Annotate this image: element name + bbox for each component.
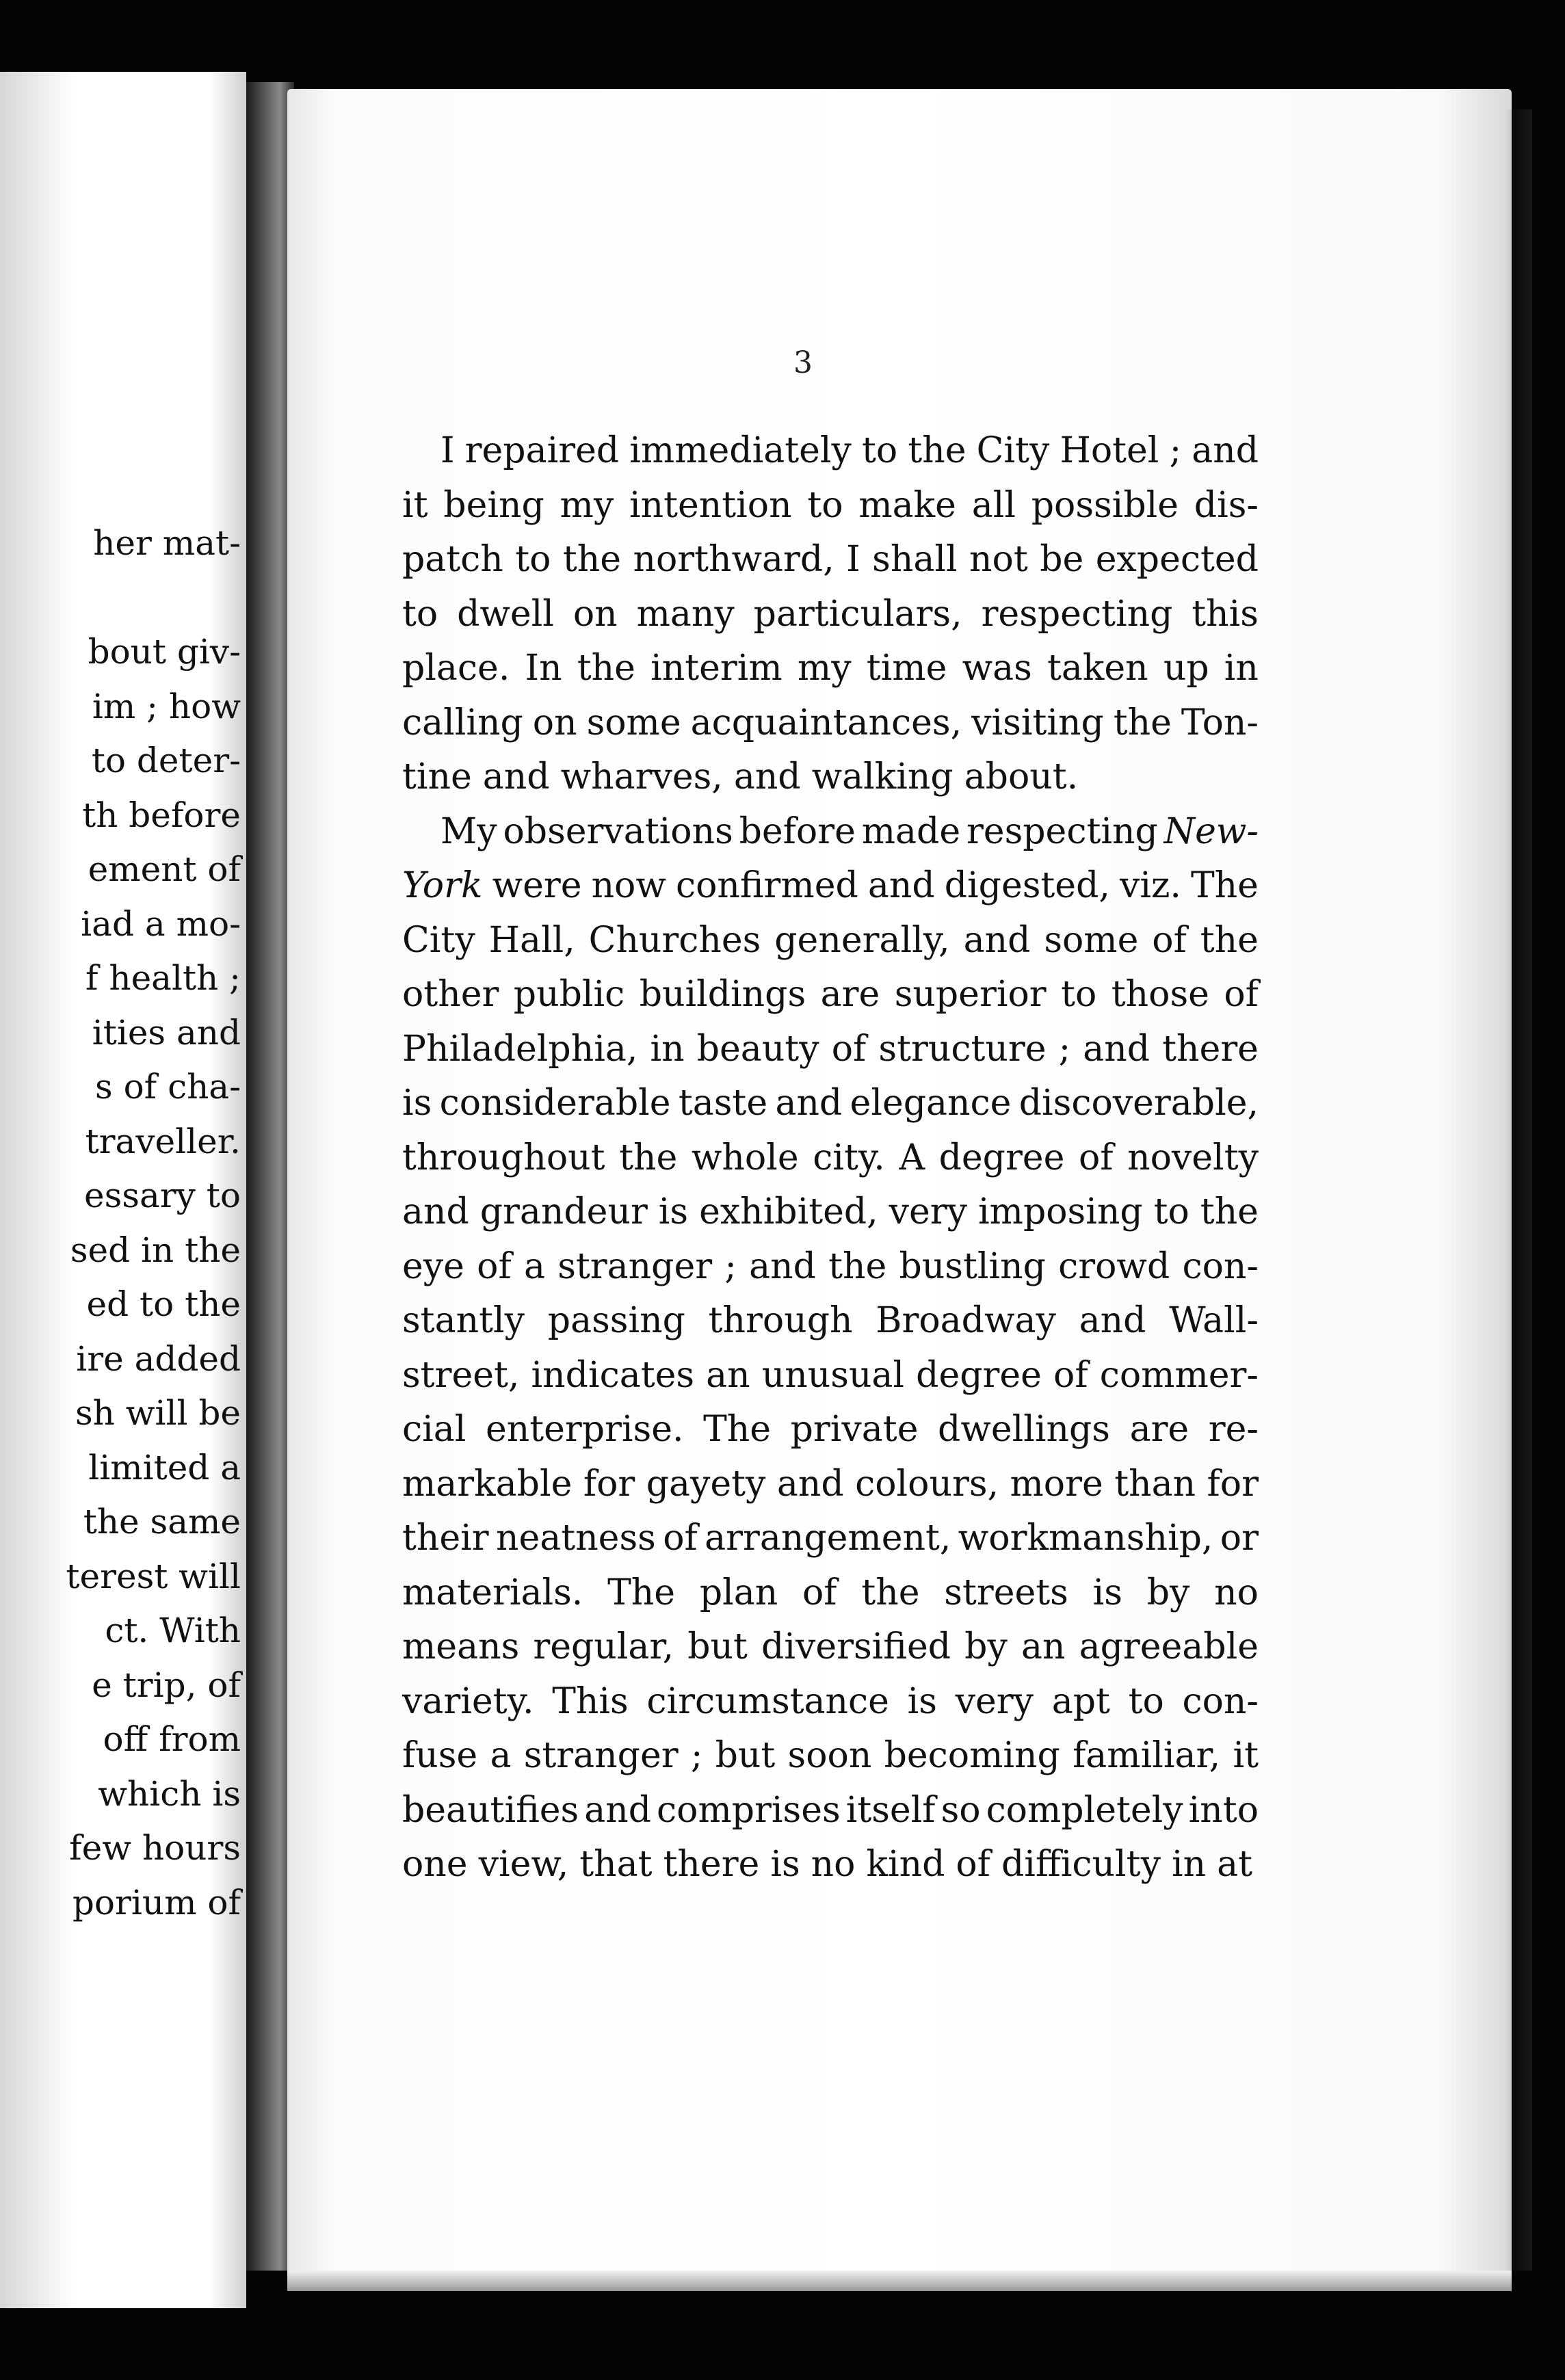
text-line: cial enterprise. The private dwellings are re- <box>402 1409 1259 1450</box>
facing-page-line: f health ; <box>85 958 241 998</box>
text-line: it being my intention to make all possible dis- <box>402 484 1259 526</box>
facing-page-line: terest will <box>66 1556 241 1596</box>
facing-page-line: which is <box>98 1773 241 1814</box>
text-line: to dwell on many particulars, respecting this <box>402 593 1259 635</box>
text-line: City Hall, Churches generally, and some of the <box>402 919 1259 961</box>
text-line: eye of a stranger ; and the bustling crowd con- <box>402 1245 1259 1287</box>
text-line: fuse a stranger ; but soon becoming familiar, it <box>402 1735 1259 1776</box>
text-line: beautifies and comprises itself so completely into <box>402 1789 1259 1831</box>
facing-page-line: off from <box>103 1719 241 1759</box>
text-line: their neatness of arrangement, workmanship, or <box>402 1518 1259 1559</box>
text-line: variety. This circumstance is very apt to con- <box>402 1680 1259 1722</box>
text-line: tine and wharves, and walking about. <box>402 756 1079 797</box>
text-line: means regular, but diversified by an agreeable <box>402 1626 1259 1667</box>
text-line: throughout the whole city. A degree of novelty <box>402 1137 1259 1178</box>
facing-page-line: limited a <box>88 1447 241 1488</box>
text-line: other public buildings are superior to those of <box>402 974 1259 1015</box>
facing-page-line: iad a mo- <box>81 903 241 944</box>
facing-page-line: few hours <box>69 1828 241 1868</box>
text-line: street, indicates an unusual degree of commer- <box>402 1354 1259 1396</box>
facing-page-line: to deter- <box>91 741 241 780</box>
page-edge-shadow <box>1505 109 1532 2271</box>
body-text <box>402 424 1259 1892</box>
text-line: and grandeur is exhibited, very imposing to the <box>402 1191 1259 1232</box>
facing-page-line: her mat- <box>93 523 241 563</box>
facing-page-line: traveller. <box>85 1121 241 1161</box>
facing-page-line: sed in the <box>70 1230 241 1270</box>
facing-page-line: porium of <box>72 1882 241 1922</box>
text-line: Philadelphia, in beauty of structure ; and there <box>402 1028 1259 1070</box>
facing-page-line: ire added <box>76 1338 241 1379</box>
page-number: 3 <box>793 345 813 380</box>
text-line: materials. The plan of the streets is by no <box>402 1572 1259 1613</box>
text-line: I repaired immediately to the City Hotel ; and <box>440 430 1259 471</box>
facing-page-line <box>66 571 241 626</box>
facing-page-line: im ; how <box>92 686 241 726</box>
page-bottom-edge <box>287 2271 1512 2291</box>
facing-page-line: th before <box>82 795 241 835</box>
facing-page-line: ed to the <box>86 1284 241 1324</box>
facing-page-line: essary to <box>84 1176 241 1215</box>
facing-page-line: ement of <box>88 849 241 889</box>
facing-page-line: s of cha- <box>95 1067 241 1107</box>
text-line: is considerable taste and elegance discoverable, <box>402 1083 1259 1124</box>
text-line: My observations before made respecting New- <box>440 810 1259 852</box>
text-line: place. In the interim my time was taken up in <box>402 648 1259 689</box>
text-line: markable for gayety and colours, more than for <box>402 1463 1259 1505</box>
facing-page-line: the same <box>83 1502 241 1542</box>
facing-page-line: e trip, of <box>92 1665 241 1705</box>
facing-page-line: ities and <box>92 1012 241 1053</box>
facing-page <box>0 72 246 2308</box>
text-line: stantly passing through Broadway and Wall- <box>402 1300 1259 1341</box>
facing-page-text <box>66 516 241 1930</box>
facing-page-line: ct. With <box>105 1611 241 1650</box>
text-line: calling on some acquaintances, visiting the Ton- <box>402 702 1259 743</box>
text-line: one view, that there is no kind of difficulty in at <box>402 1844 1252 1885</box>
facing-page-line: sh will be <box>75 1393 241 1433</box>
text-line: patch to the northward, I shall not be expected <box>402 539 1259 580</box>
facing-page-line: bout giv- <box>88 632 241 672</box>
text-line: York were now confirmed and digested, viz. The <box>402 865 1259 906</box>
